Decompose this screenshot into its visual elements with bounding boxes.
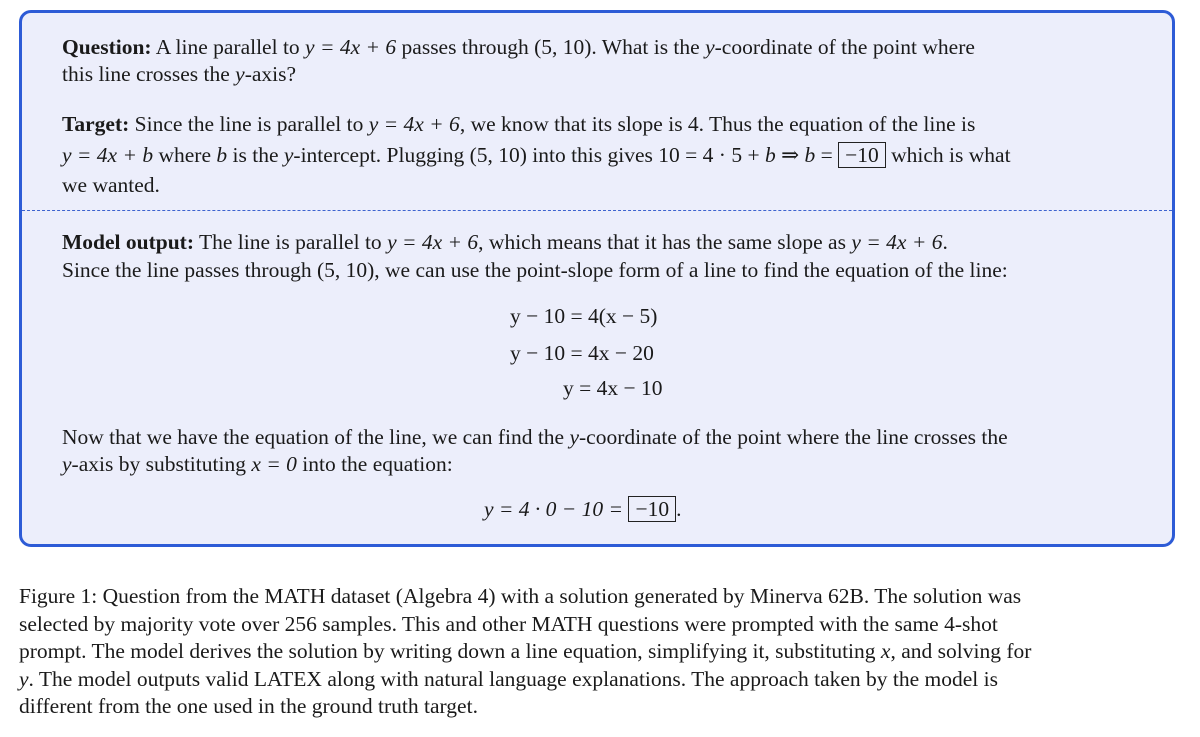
model-text: Now that we have the equation of the line, we can find the	[62, 425, 570, 449]
model-var: y	[569, 425, 580, 449]
target-text: ⇒	[775, 143, 805, 167]
target-text: =	[815, 143, 839, 167]
model-var: y	[62, 452, 72, 476]
model-para2-line-1	[62, 423, 1008, 452]
model-label: Model output:	[62, 230, 194, 254]
target-var: b	[804, 143, 816, 167]
model-equation-2: y − 10 = 4x − 20	[510, 341, 654, 365]
model-text: -axis by substituting	[71, 452, 252, 476]
caption-line-4	[19, 666, 1184, 694]
caption-var: x	[880, 639, 891, 663]
model-equation: y = 4x + 6	[387, 230, 479, 254]
target-label: Target:	[62, 112, 130, 136]
target-text: which is what	[885, 143, 1011, 167]
figure-caption	[19, 583, 1184, 721]
model-para2-line-2	[62, 450, 453, 479]
model-equation: y = 4 · 0 − 10 =	[484, 497, 629, 521]
target-text: , we know that its slope is 4. Thus the equation of the line is	[459, 112, 976, 136]
model-final-equation	[484, 495, 681, 524]
model-text: -coordinate of the point where the line crosses the	[579, 425, 1008, 449]
question-label: Question:	[62, 35, 152, 59]
model-text: .	[942, 230, 948, 254]
model-line-1	[62, 228, 948, 257]
caption-line-5: different from the one used in the ground truth target.	[19, 694, 478, 718]
model-text: into the equation:	[296, 452, 453, 476]
target-equation: y = 4x + b	[62, 143, 154, 167]
caption-text: . The model outputs valid LATEX along with natural language explanations. The approach taken by the model is	[28, 666, 998, 691]
model-answer-box: −10	[628, 496, 676, 522]
target-line-1	[62, 110, 975, 139]
target-var: b	[764, 143, 776, 167]
target-text: Since the line is parallel to	[129, 112, 369, 136]
example-box	[19, 10, 1175, 547]
question-text: passes through (5, 10). What is the	[396, 35, 706, 59]
target-text: -intercept. Plugging (5, 10) into this gives 10 = 4 · 5 +	[293, 143, 765, 167]
question-var: y	[235, 62, 245, 86]
model-equation-1: y − 10 = 4(x − 5)	[510, 304, 658, 328]
question-text: A line parallel to	[151, 35, 306, 59]
target-text: is the	[227, 143, 284, 167]
target-text: where	[153, 143, 217, 167]
caption-line-1: Figure 1: Question from the MATH dataset (Algebra 4) with a solution generated by Minerva 62B. The solution was	[19, 584, 1022, 608]
model-text: .	[676, 497, 682, 521]
target-answer-box: −10	[838, 142, 886, 168]
target-var: y	[283, 143, 294, 167]
question-line-1	[62, 33, 975, 62]
section-divider	[22, 210, 1172, 211]
target-var: b	[216, 143, 228, 167]
model-line-2: Since the line passes through (5, 10), we can use the point-slope form of a line to find the equation of the line:	[62, 258, 1008, 282]
question-equation: y = 4x + 6	[305, 35, 397, 59]
caption-line-3	[19, 638, 1184, 666]
target-equation: y = 4x + 6	[368, 112, 460, 136]
model-equation: x = 0	[251, 452, 297, 476]
caption-line-2: selected by majority vote over 256 samples. This and other MATH questions were prompted with the same 4-shot	[19, 611, 998, 636]
question-text: -axis?	[244, 62, 297, 86]
question-var: y	[705, 35, 715, 59]
caption-var: y	[19, 666, 29, 691]
caption-text: prompt. The model derives the solution by writing down a line equation, simplifying it, substituting	[19, 639, 881, 663]
model-text: The line is parallel to	[194, 230, 388, 254]
target-line-2	[62, 141, 1011, 170]
target-line-3: we wanted.	[62, 173, 160, 197]
caption-text: , and solving for	[890, 639, 1032, 663]
model-equation: y = 4x + 6	[851, 230, 943, 254]
model-equation-3: y = 4x − 10	[563, 376, 663, 400]
question-text: this line crosses the	[62, 62, 236, 86]
model-text: , which means that it has the same slope as	[478, 230, 852, 254]
question-text: -coordinate of the point where	[714, 35, 975, 59]
question-line-2	[62, 60, 296, 89]
